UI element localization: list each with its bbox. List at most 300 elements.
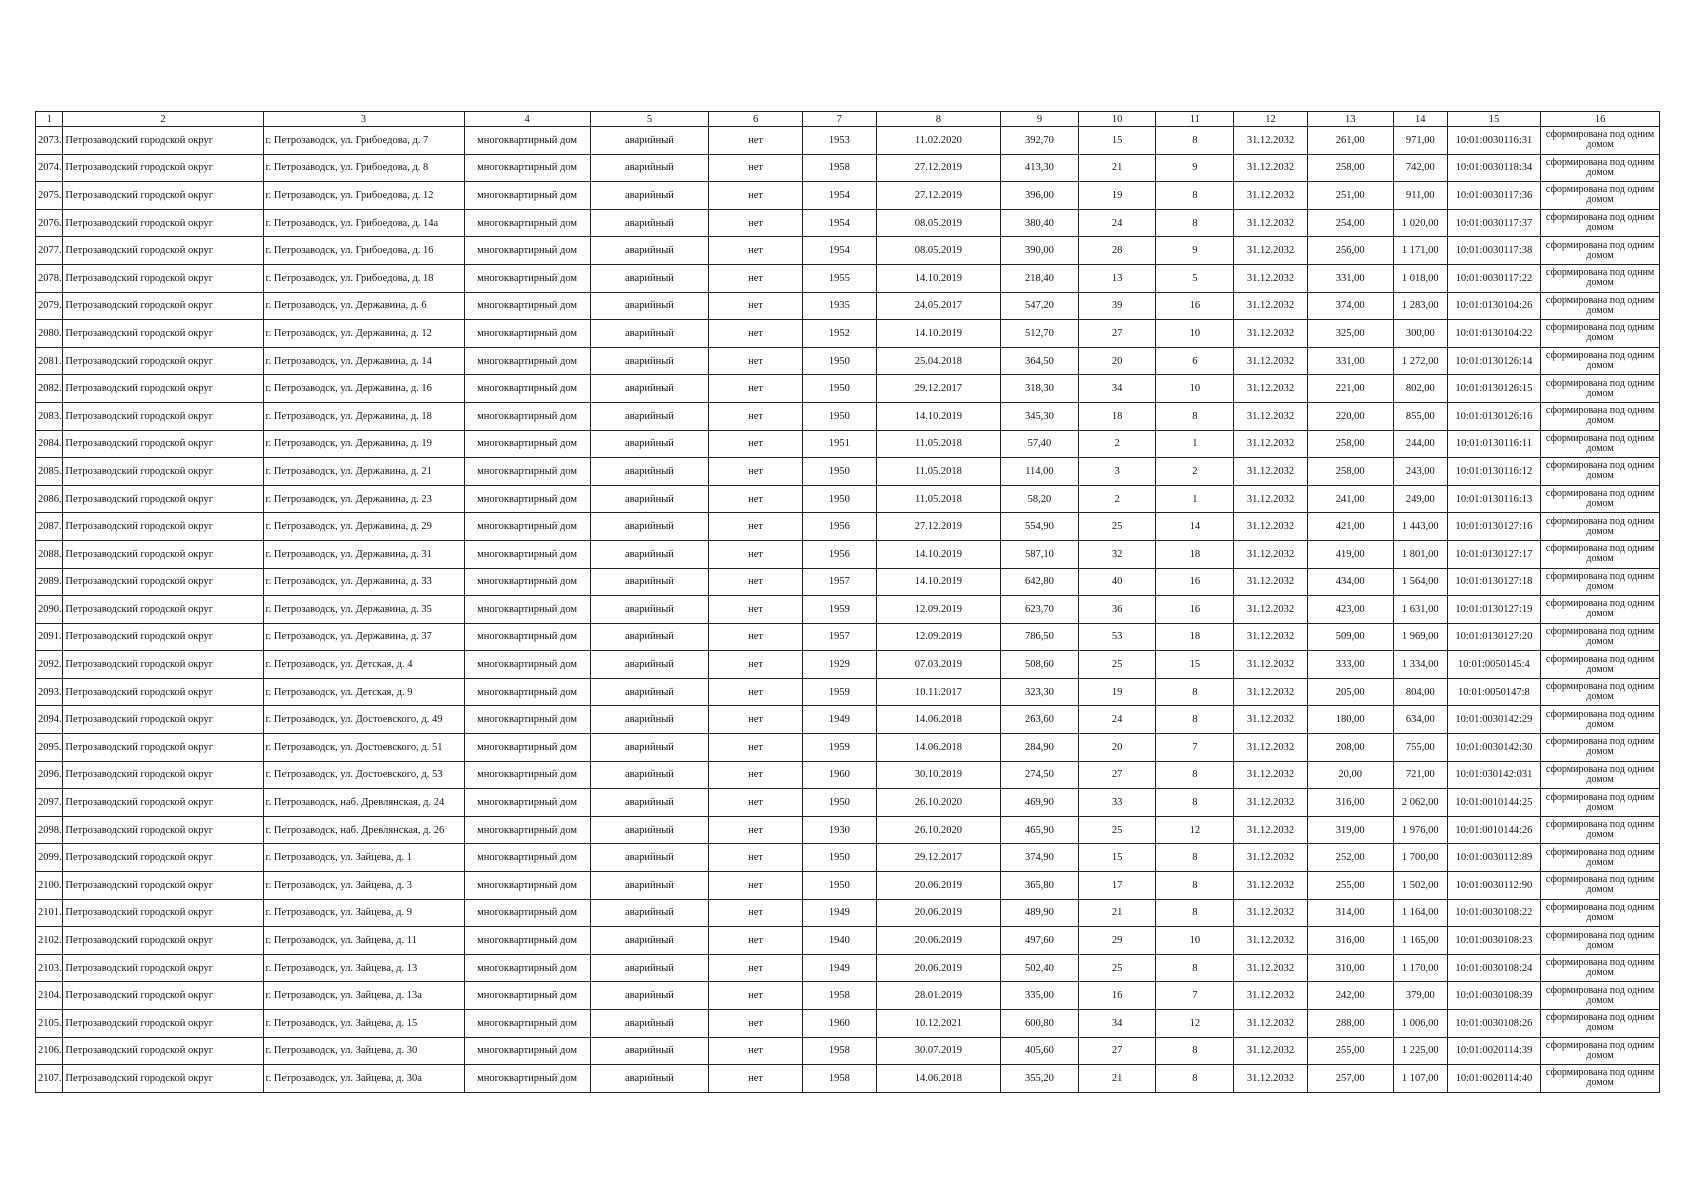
residents-count-cell: 39 [1079, 292, 1156, 320]
area-cell: 396,00 [1000, 182, 1078, 210]
apartments-count-cell: 5 [1156, 264, 1234, 292]
apartments-count-cell: 8 [1156, 761, 1234, 789]
planned-date-cell: 31.12.2032 [1234, 1010, 1307, 1038]
value-13-cell: 241,00 [1307, 485, 1393, 513]
value-14-cell: 742,00 [1393, 154, 1447, 182]
house-type-cell: многоквартирный дом [464, 596, 590, 624]
municipality-cell: Петрозаводский городской округ [63, 761, 263, 789]
house-type-cell: многоквартирный дом [464, 954, 590, 982]
apartments-count-cell: 8 [1156, 899, 1234, 927]
residents-count-cell: 24 [1079, 706, 1156, 734]
value-13-cell: 208,00 [1307, 734, 1393, 762]
municipality-cell: Петрозаводский городской округ [63, 513, 263, 541]
planned-date-cell: 31.12.2032 [1234, 761, 1307, 789]
apartments-count-cell: 8 [1156, 209, 1234, 237]
decision-date-cell: 29.12.2017 [876, 375, 1000, 403]
cadastral-number-cell: 10:01:0030108:22 [1447, 899, 1540, 927]
land-plot-status-cell: сформирована под одним домом [1541, 209, 1660, 237]
year-built-cell: 1958 [802, 1037, 876, 1065]
residents-count-cell: 33 [1079, 789, 1156, 817]
value-13-cell: 256,00 [1307, 237, 1393, 265]
value-13-cell: 251,00 [1307, 182, 1393, 210]
table-row [36, 734, 1660, 762]
value-14-cell: 249,00 [1393, 485, 1447, 513]
address-cell: г. Петрозаводск, ул. Достоевского, д. 51 [263, 734, 464, 762]
planned-date-cell: 31.12.2032 [1234, 154, 1307, 182]
address-cell: г. Петрозаводск, ул. Достоевского, д. 53 [263, 761, 464, 789]
year-built-cell: 1956 [802, 540, 876, 568]
house-type-cell: многоквартирный дом [464, 209, 590, 237]
status-cell: аварийный [590, 678, 709, 706]
planned-date-cell: 31.12.2032 [1234, 430, 1307, 458]
residents-count-cell: 3 [1079, 458, 1156, 486]
address-cell: г. Петрозаводск, ул. Державина, д. 37 [263, 623, 464, 651]
status-cell: аварийный [590, 127, 709, 155]
residents-count-cell: 24 [1079, 209, 1156, 237]
value-13-cell: 257,00 [1307, 1065, 1393, 1093]
flag-cell: нет [709, 182, 802, 210]
year-built-cell: 1959 [802, 678, 876, 706]
registry-table [35, 111, 1660, 1093]
planned-date-cell: 31.12.2032 [1234, 1037, 1307, 1065]
area-cell: 335,00 [1000, 982, 1078, 1010]
status-cell: аварийный [590, 816, 709, 844]
table-row [36, 816, 1660, 844]
row-number-cell: 2086. [36, 485, 63, 513]
apartments-count-cell: 18 [1156, 623, 1234, 651]
residents-count-cell: 27 [1079, 1037, 1156, 1065]
registry-sheet [35, 111, 1660, 1093]
house-type-cell: многоквартирный дом [464, 1065, 590, 1093]
status-cell: аварийный [590, 899, 709, 927]
year-built-cell: 1959 [802, 734, 876, 762]
flag-cell: нет [709, 789, 802, 817]
address-cell: г. Петрозаводск, ул. Державина, д. 29 [263, 513, 464, 541]
cadastral-number-cell: 10:01:0030118:34 [1447, 154, 1540, 182]
status-cell: аварийный [590, 982, 709, 1010]
value-14-cell: 1 564,00 [1393, 568, 1447, 596]
residents-count-cell: 29 [1079, 927, 1156, 955]
decision-date-cell: 26.10.2020 [876, 816, 1000, 844]
area-cell: 512,70 [1000, 320, 1078, 348]
planned-date-cell: 31.12.2032 [1234, 458, 1307, 486]
municipality-cell: Петрозаводский городской округ [63, 458, 263, 486]
value-13-cell: 258,00 [1307, 430, 1393, 458]
decision-date-cell: 10.11.2017 [876, 678, 1000, 706]
row-number-cell: 2080. [36, 320, 63, 348]
cadastral-number-cell: 10:01:0130116:11 [1447, 430, 1540, 458]
land-plot-status-cell: сформирована под одним домом [1541, 320, 1660, 348]
decision-date-cell: 10.12.2021 [876, 1010, 1000, 1038]
flag-cell: нет [709, 209, 802, 237]
planned-date-cell: 31.12.2032 [1234, 209, 1307, 237]
house-type-cell: многоквартирный дом [464, 789, 590, 817]
planned-date-cell: 31.12.2032 [1234, 982, 1307, 1010]
value-14-cell: 1 020,00 [1393, 209, 1447, 237]
house-type-cell: многоквартирный дом [464, 375, 590, 403]
address-cell: г. Петрозаводск, ул. Зайцева, д. 13а [263, 982, 464, 1010]
table-row [36, 182, 1660, 210]
municipality-cell: Петрозаводский городской округ [63, 127, 263, 155]
decision-date-cell: 14.10.2019 [876, 540, 1000, 568]
residents-count-cell: 15 [1079, 127, 1156, 155]
area-cell: 497,60 [1000, 927, 1078, 955]
status-cell: аварийный [590, 596, 709, 624]
municipality-cell: Петрозаводский городской округ [63, 927, 263, 955]
address-cell: г. Петрозаводск, ул. Державина, д. 12 [263, 320, 464, 348]
municipality-cell: Петрозаводский городской округ [63, 872, 263, 900]
value-14-cell: 1 272,00 [1393, 347, 1447, 375]
house-type-cell: многоквартирный дом [464, 568, 590, 596]
value-14-cell: 1 700,00 [1393, 844, 1447, 872]
flag-cell: нет [709, 292, 802, 320]
column-number: 10 [1079, 112, 1156, 127]
municipality-cell: Петрозаводский городской округ [63, 844, 263, 872]
apartments-count-cell: 7 [1156, 734, 1234, 762]
flag-cell: нет [709, 678, 802, 706]
cadastral-number-cell: 10:01:0050145:4 [1447, 651, 1540, 679]
flag-cell: нет [709, 375, 802, 403]
area-cell: 318,30 [1000, 375, 1078, 403]
house-type-cell: многоквартирный дом [464, 651, 590, 679]
address-cell: г. Петрозаводск, ул. Державина, д. 35 [263, 596, 464, 624]
planned-date-cell: 31.12.2032 [1234, 182, 1307, 210]
residents-count-cell: 21 [1079, 154, 1156, 182]
year-built-cell: 1949 [802, 706, 876, 734]
land-plot-status-cell: сформирована под одним домом [1541, 789, 1660, 817]
apartments-count-cell: 9 [1156, 237, 1234, 265]
address-cell: г. Петрозаводск, ул. Державина, д. 19 [263, 430, 464, 458]
land-plot-status-cell: сформирована под одним домом [1541, 154, 1660, 182]
row-number-cell: 2087. [36, 513, 63, 541]
row-number-cell: 2084. [36, 430, 63, 458]
value-13-cell: 316,00 [1307, 789, 1393, 817]
area-cell: 284,90 [1000, 734, 1078, 762]
value-14-cell: 1 164,00 [1393, 899, 1447, 927]
residents-count-cell: 25 [1079, 816, 1156, 844]
residents-count-cell: 19 [1079, 678, 1156, 706]
status-cell: аварийный [590, 485, 709, 513]
decision-date-cell: 12.09.2019 [876, 623, 1000, 651]
year-built-cell: 1950 [802, 872, 876, 900]
value-13-cell: 255,00 [1307, 1037, 1393, 1065]
decision-date-cell: 27.12.2019 [876, 154, 1000, 182]
land-plot-status-cell: сформирована под одним домом [1541, 623, 1660, 651]
table-row [36, 596, 1660, 624]
apartments-count-cell: 2 [1156, 458, 1234, 486]
value-14-cell: 721,00 [1393, 761, 1447, 789]
decision-date-cell: 11.05.2018 [876, 430, 1000, 458]
value-14-cell: 1 976,00 [1393, 816, 1447, 844]
table-row [36, 789, 1660, 817]
row-number-cell: 2079. [36, 292, 63, 320]
table-row [36, 430, 1660, 458]
municipality-cell: Петрозаводский городской округ [63, 1010, 263, 1038]
municipality-cell: Петрозаводский городской округ [63, 540, 263, 568]
table-row [36, 872, 1660, 900]
status-cell: аварийный [590, 182, 709, 210]
area-cell: 465,90 [1000, 816, 1078, 844]
decision-date-cell: 14.06.2018 [876, 734, 1000, 762]
address-cell: г. Петрозаводск, ул. Детская, д. 4 [263, 651, 464, 679]
house-type-cell: многоквартирный дом [464, 430, 590, 458]
area-cell: 355,20 [1000, 1065, 1078, 1093]
decision-date-cell: 28.01.2019 [876, 982, 1000, 1010]
house-type-cell: многоквартирный дом [464, 485, 590, 513]
planned-date-cell: 31.12.2032 [1234, 237, 1307, 265]
apartments-count-cell: 8 [1156, 872, 1234, 900]
cadastral-number-cell: 10:01:0030117:22 [1447, 264, 1540, 292]
cadastral-number-cell: 10:01:0030116:31 [1447, 127, 1540, 155]
decision-date-cell: 08.05.2019 [876, 237, 1000, 265]
table-row [36, 154, 1660, 182]
land-plot-status-cell: сформирована под одним домом [1541, 430, 1660, 458]
row-number-cell: 2077. [36, 237, 63, 265]
decision-date-cell: 29.12.2017 [876, 844, 1000, 872]
status-cell: аварийный [590, 761, 709, 789]
apartments-count-cell: 16 [1156, 292, 1234, 320]
address-cell: г. Петрозаводск, ул. Державина, д. 31 [263, 540, 464, 568]
address-cell: г. Петрозаводск, ул. Детская, д. 9 [263, 678, 464, 706]
planned-date-cell: 31.12.2032 [1234, 734, 1307, 762]
table-row [36, 513, 1660, 541]
cadastral-number-cell: 10:01:0030117:38 [1447, 237, 1540, 265]
cadastral-number-cell: 10:01:0030108:39 [1447, 982, 1540, 1010]
row-number-cell: 2105. [36, 1010, 63, 1038]
planned-date-cell: 31.12.2032 [1234, 789, 1307, 817]
decision-date-cell: 20.06.2019 [876, 872, 1000, 900]
row-number-cell: 2075. [36, 182, 63, 210]
area-cell: 786,50 [1000, 623, 1078, 651]
residents-count-cell: 34 [1079, 375, 1156, 403]
decision-date-cell: 26.10.2020 [876, 789, 1000, 817]
apartments-count-cell: 10 [1156, 320, 1234, 348]
row-number-cell: 2095. [36, 734, 63, 762]
value-14-cell: 1 283,00 [1393, 292, 1447, 320]
land-plot-status-cell: сформирована под одним домом [1541, 596, 1660, 624]
municipality-cell: Петрозаводский городской округ [63, 347, 263, 375]
cadastral-number-cell: 10:01:0130116:12 [1447, 458, 1540, 486]
row-number-cell: 2100. [36, 872, 63, 900]
year-built-cell: 1929 [802, 651, 876, 679]
land-plot-status-cell: сформирована под одним домом [1541, 1037, 1660, 1065]
residents-count-cell: 36 [1079, 596, 1156, 624]
decision-date-cell: 14.06.2018 [876, 1065, 1000, 1093]
cadastral-number-cell: 10:01:0030112:89 [1447, 844, 1540, 872]
row-number-cell: 2073. [36, 127, 63, 155]
flag-cell: нет [709, 706, 802, 734]
planned-date-cell: 31.12.2032 [1234, 623, 1307, 651]
land-plot-status-cell: сформирована под одним домом [1541, 872, 1660, 900]
apartments-count-cell: 14 [1156, 513, 1234, 541]
municipality-cell: Петрозаводский городской округ [63, 320, 263, 348]
value-13-cell: 220,00 [1307, 402, 1393, 430]
decision-date-cell: 20.06.2019 [876, 927, 1000, 955]
value-13-cell: 421,00 [1307, 513, 1393, 541]
cadastral-number-cell: 10:01:0130127:18 [1447, 568, 1540, 596]
value-13-cell: 242,00 [1307, 982, 1393, 1010]
cadastral-number-cell: 10:01:0130127:16 [1447, 513, 1540, 541]
row-number-cell: 2097. [36, 789, 63, 817]
land-plot-status-cell: сформирована под одним домом [1541, 761, 1660, 789]
row-number-cell: 2089. [36, 568, 63, 596]
land-plot-status-cell: сформирована под одним домом [1541, 954, 1660, 982]
decision-date-cell: 14.06.2018 [876, 706, 1000, 734]
flag-cell: нет [709, 872, 802, 900]
apartments-count-cell: 8 [1156, 1065, 1234, 1093]
planned-date-cell: 31.12.2032 [1234, 127, 1307, 155]
address-cell: г. Петрозаводск, ул. Державина, д. 16 [263, 375, 464, 403]
year-built-cell: 1950 [802, 458, 876, 486]
area-cell: 274,50 [1000, 761, 1078, 789]
flag-cell: нет [709, 1037, 802, 1065]
residents-count-cell: 28 [1079, 237, 1156, 265]
row-number-cell: 2076. [36, 209, 63, 237]
year-built-cell: 1958 [802, 982, 876, 1010]
year-built-cell: 1955 [802, 264, 876, 292]
cadastral-number-cell: 10:01:0030142:29 [1447, 706, 1540, 734]
flag-cell: нет [709, 927, 802, 955]
value-13-cell: 319,00 [1307, 816, 1393, 844]
apartments-count-cell: 8 [1156, 127, 1234, 155]
planned-date-cell: 31.12.2032 [1234, 375, 1307, 403]
row-number-cell: 2088. [36, 540, 63, 568]
apartments-count-cell: 12 [1156, 816, 1234, 844]
status-cell: аварийный [590, 430, 709, 458]
residents-count-cell: 27 [1079, 761, 1156, 789]
municipality-cell: Петрозаводский городской округ [63, 623, 263, 651]
land-plot-status-cell: сформирована под одним домом [1541, 1010, 1660, 1038]
row-number-cell: 2091. [36, 623, 63, 651]
year-built-cell: 1956 [802, 513, 876, 541]
row-number-cell: 2107. [36, 1065, 63, 1093]
area-cell: 114,00 [1000, 458, 1078, 486]
land-plot-status-cell: сформирована под одним домом [1541, 237, 1660, 265]
municipality-cell: Петрозаводский городской округ [63, 485, 263, 513]
flag-cell: нет [709, 568, 802, 596]
house-type-cell: многоквартирный дом [464, 982, 590, 1010]
row-number-cell: 2099. [36, 844, 63, 872]
area-cell: 380,40 [1000, 209, 1078, 237]
municipality-cell: Петрозаводский городской округ [63, 402, 263, 430]
row-number-cell: 2098. [36, 816, 63, 844]
municipality-cell: Петрозаводский городской округ [63, 596, 263, 624]
area-cell: 218,40 [1000, 264, 1078, 292]
address-cell: г. Петрозаводск, ул. Зайцева, д. 1 [263, 844, 464, 872]
house-type-cell: многоквартирный дом [464, 899, 590, 927]
address-cell: г. Петрозаводск, ул. Зайцева, д. 11 [263, 927, 464, 955]
flag-cell: нет [709, 127, 802, 155]
value-14-cell: 243,00 [1393, 458, 1447, 486]
area-cell: 57,40 [1000, 430, 1078, 458]
land-plot-status-cell: сформирована под одним домом [1541, 734, 1660, 762]
area-cell: 554,90 [1000, 513, 1078, 541]
row-number-cell: 2092. [36, 651, 63, 679]
apartments-count-cell: 1 [1156, 430, 1234, 458]
house-type-cell: многоквартирный дом [464, 154, 590, 182]
year-built-cell: 1951 [802, 430, 876, 458]
planned-date-cell: 31.12.2032 [1234, 899, 1307, 927]
address-cell: г. Петрозаводск, ул. Грибоедова, д. 18 [263, 264, 464, 292]
address-cell: г. Петрозаводск, ул. Грибоедова, д. 7 [263, 127, 464, 155]
value-13-cell: 314,00 [1307, 899, 1393, 927]
land-plot-status-cell: сформирована под одним домом [1541, 458, 1660, 486]
flag-cell: нет [709, 1010, 802, 1038]
planned-date-cell: 31.12.2032 [1234, 1065, 1307, 1093]
value-14-cell: 1 171,00 [1393, 237, 1447, 265]
land-plot-status-cell: сформирована под одним домом [1541, 899, 1660, 927]
land-plot-status-cell: сформирована под одним домом [1541, 485, 1660, 513]
house-type-cell: многоквартирный дом [464, 623, 590, 651]
row-number-cell: 2094. [36, 706, 63, 734]
column-number: 9 [1000, 112, 1078, 127]
house-type-cell: многоквартирный дом [464, 1010, 590, 1038]
year-built-cell: 1957 [802, 623, 876, 651]
area-cell: 364,50 [1000, 347, 1078, 375]
flag-cell: нет [709, 264, 802, 292]
status-cell: аварийный [590, 237, 709, 265]
apartments-count-cell: 8 [1156, 1037, 1234, 1065]
land-plot-status-cell: сформирована под одним домом [1541, 816, 1660, 844]
apartments-count-cell: 1 [1156, 485, 1234, 513]
apartments-count-cell: 7 [1156, 982, 1234, 1010]
table-row [36, 264, 1660, 292]
residents-count-cell: 25 [1079, 513, 1156, 541]
column-number: 6 [709, 112, 802, 127]
value-13-cell: 258,00 [1307, 458, 1393, 486]
land-plot-status-cell: сформирована под одним домом [1541, 1065, 1660, 1093]
area-cell: 600,80 [1000, 1010, 1078, 1038]
table-row [36, 458, 1660, 486]
municipality-cell: Петрозаводский городской округ [63, 678, 263, 706]
house-type-cell: многоквартирный дом [464, 347, 590, 375]
status-cell: аварийный [590, 540, 709, 568]
year-built-cell: 1950 [802, 402, 876, 430]
residents-count-cell: 40 [1079, 568, 1156, 596]
row-number-cell: 2081. [36, 347, 63, 375]
cadastral-number-cell: 10:01:0130104:22 [1447, 320, 1540, 348]
column-number: 15 [1447, 112, 1540, 127]
status-cell: аварийный [590, 209, 709, 237]
address-cell: г. Петрозаводск, ул. Грибоедова, д. 16 [263, 237, 464, 265]
flag-cell: нет [709, 982, 802, 1010]
municipality-cell: Петрозаводский городской округ [63, 568, 263, 596]
address-cell: г. Петрозаводск, ул. Зайцева, д. 9 [263, 899, 464, 927]
house-type-cell: многоквартирный дом [464, 706, 590, 734]
planned-date-cell: 31.12.2032 [1234, 954, 1307, 982]
status-cell: аварийный [590, 706, 709, 734]
decision-date-cell: 11.05.2018 [876, 485, 1000, 513]
house-type-cell: многоквартирный дом [464, 458, 590, 486]
table-row [36, 209, 1660, 237]
column-number: 12 [1234, 112, 1307, 127]
land-plot-status-cell: сформирована под одним домом [1541, 982, 1660, 1010]
municipality-cell: Петрозаводский городской округ [63, 264, 263, 292]
value-13-cell: 509,00 [1307, 623, 1393, 651]
address-cell: г. Петрозаводск, ул. Зайцева, д. 13 [263, 954, 464, 982]
house-type-cell: многоквартирный дом [464, 927, 590, 955]
year-built-cell: 1954 [802, 182, 876, 210]
cadastral-number-cell: 10:01:0020114:39 [1447, 1037, 1540, 1065]
municipality-cell: Петрозаводский городской округ [63, 1065, 263, 1093]
flag-cell: нет [709, 899, 802, 927]
flag-cell: нет [709, 623, 802, 651]
area-cell: 263,60 [1000, 706, 1078, 734]
table-row [36, 678, 1660, 706]
status-cell: аварийный [590, 568, 709, 596]
year-built-cell: 1950 [802, 485, 876, 513]
land-plot-status-cell: сформирована под одним домом [1541, 540, 1660, 568]
